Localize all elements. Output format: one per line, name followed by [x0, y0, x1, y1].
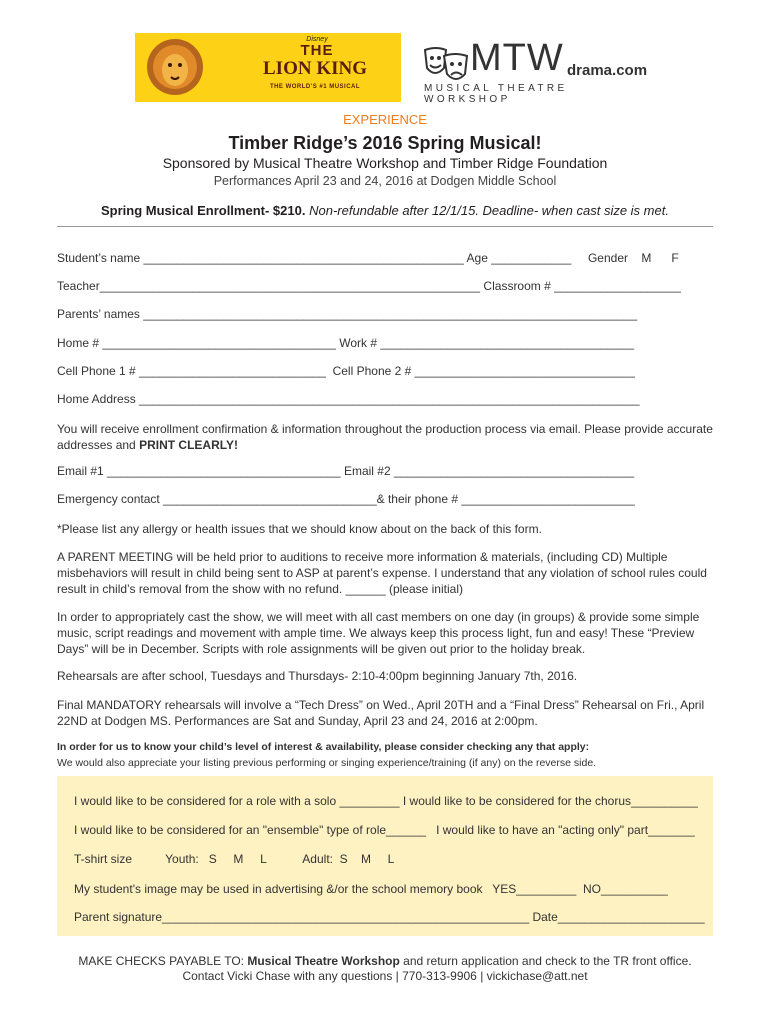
- teacher-field[interactable]: Teacher_________________________________________________________ Classroom # ___________________: [57, 279, 681, 293]
- home-address-field[interactable]: Home Address ___________________________________________________________________________: [57, 392, 640, 406]
- experience-label: EXPERIENCE: [343, 112, 427, 127]
- interest-heading: In order for us to know your child’s level of interest & availability, please consider checking any that apply:: [57, 741, 590, 753]
- email-field[interactable]: Email #1 ___________________________________ Email #2 ____________________________________: [57, 464, 635, 478]
- casting-paragraph: In order to appropriately cast the show, we will meet with all cast members on one day (in groups) & provide some simple music, script readings and movement with ample time. We always keep this process light, fun and easy! These “Preview Days” will be in December. Scripts with role assignments will be given out prior to the holiday break.: [57, 610, 700, 656]
- header-divider: [57, 226, 713, 227]
- enrollment-price: Spring Musical Enrollment- $210.: [101, 203, 306, 218]
- theatre-masks-icon: [422, 46, 470, 84]
- lion-king-the: THE: [300, 42, 334, 59]
- sponsor-line: Sponsored by Musical Theatre Workshop and Timber Ridge Foundation: [162, 155, 608, 171]
- ensemble-acting-option[interactable]: I would like to be considered for an "ensemble" type of role______ I would like to have an "acting only" part_______: [74, 823, 695, 837]
- emergency-contact-field[interactable]: Emergency contact ________________________________& their phone # __________________________: [57, 492, 635, 506]
- lion-king-logo: [135, 33, 401, 102]
- home-work-phone-field[interactable]: Home # ___________________________________ Work # ______________________________________: [57, 336, 634, 350]
- final-rehearsals-paragraph: Final MANDATORY rehearsals will involve a “Tech Dress” on Wed., April 20TH and a “Final Dress” Rehearsal on Fri., April 22ND at Dodgen MS. Performances are Sat and Sunday, April 23 and 24, 2016 at 2:00pm.: [57, 698, 705, 728]
- mtw-domain: drama.com: [567, 62, 648, 79]
- lion-face-icon: [145, 37, 205, 97]
- interest-note: We would also appreciate your listing previous performing or singing experience/training (if any) on the reverse side.: [57, 757, 597, 769]
- parent-signature-field[interactable]: Parent signature_______________________________________________________ Date______________________: [74, 910, 705, 924]
- performances-line: Performances April 23 and 24, 2016 at Dodgen Middle School: [213, 174, 557, 188]
- tshirt-size-option[interactable]: T-shirt size Youth: S M L Adult: S M L: [74, 852, 395, 866]
- interest-checklist: [57, 776, 713, 936]
- contact-line: Contact Vicki Chase with any questions | 770-313-9906 | vickichase@att.net: [182, 969, 588, 983]
- image-permission-option[interactable]: My student's image may be used in advertising &/or the school memory book YES_________ NO__________: [74, 882, 668, 896]
- solo-chorus-option[interactable]: I would like to be considered for a role with a solo _________ I would like to be considered for the chorus__________: [74, 794, 698, 808]
- rehearsals-paragraph: Rehearsals are after school, Tuesdays and Thursdays- 2:10-4:00pm beginning January 7th, 2016.: [57, 669, 578, 683]
- footer: [0, 954, 770, 984]
- enrollment-line: [0, 203, 770, 218]
- parents-names-field[interactable]: Parents’ names __________________________________________________________________________: [57, 307, 638, 321]
- checks-payable-line: MAKE CHECKS PAYABLE TO: Musical Theatre Workshop and return application and check to the TR front office.: [78, 954, 692, 968]
- parent-meeting-paragraph: A PARENT MEETING will be held prior to auditions to receive more information & materials, (including CD) Multiple misbehaviors will result in child being sent to ASP at parent’s expense. I understand that any violation of school rules could result in child’s removal from the show with no refund. ______ (please initial): [57, 550, 707, 596]
- lion-king-subtitle: THE WORLD'S #1 MUSICAL: [269, 84, 361, 90]
- mtw-mark: MTW: [470, 37, 564, 79]
- lion-king-title: LION KING: [263, 58, 367, 79]
- allergy-note: *Please list any allergy or health issues that we should know about on the back of this form.: [57, 522, 542, 536]
- student-name-field[interactable]: Student’s name ________________________________________________ Age ____________ Gender M F: [57, 251, 679, 265]
- page-title: Timber Ridge’s 2016 Spring Musical!: [228, 133, 542, 153]
- mtw-tagline: MUSICAL THEATRE WORKSHOP: [424, 83, 568, 105]
- email-note: You will receive enrollment confirmation & information throughout the production process via email. Please provide accurate addresses and PRINT CLEARLY!: [57, 422, 713, 452]
- cell-phone-field[interactable]: Cell Phone 1 # ____________________________ Cell Phone 2 # _________________________________: [57, 364, 635, 378]
- disney-label: Disney: [306, 36, 328, 43]
- enrollment-note: Non-refundable after 12/1/15. Deadline- when cast size is met.: [309, 203, 669, 218]
